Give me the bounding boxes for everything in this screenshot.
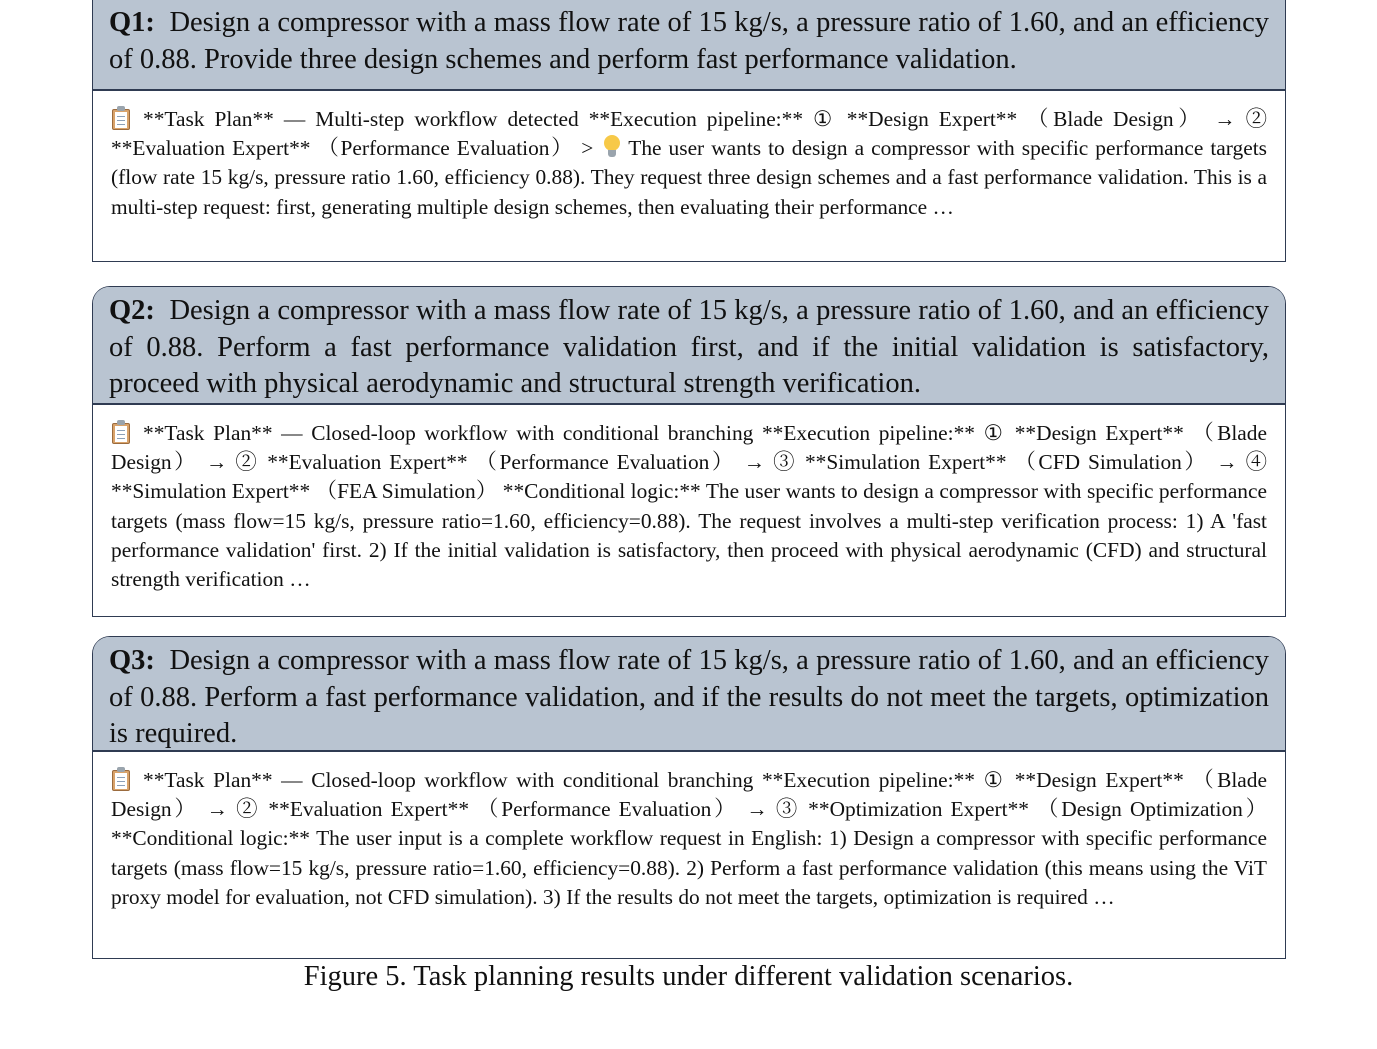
q1-plan-reasoning: The user wants to design a compressor with specific performance targets (flow rate 15 kg/s, pressure ratio 1.60, efficiency 0.88). They request three design schemes and a fast performance validation. This is a multi-step request: first, generating multiple design schemes, then evaluating their performance … <box>111 136 1267 219</box>
q1-question-text: Design a compressor with a mass flow rate of 15 kg/s, a pressure ratio of 1.60, and an efficiency of 0.88. Provide three design schemes and perform fast performance validation. <box>109 7 1269 75</box>
q1-plan-text: **Task Plan** — Multi-step workflow detected **Execution pipeline:** ① **Design Expert** （Blade Design） → ② **Evaluation Expert** （Performance Evaluation） > <box>111 107 1267 161</box>
q1-card <box>92 0 1286 262</box>
q3-label: Q3: <box>109 645 155 676</box>
q2-plan <box>93 405 1285 594</box>
q1-label: Q1: <box>109 7 155 38</box>
clipboard-icon <box>111 106 131 130</box>
q2-label: Q2: <box>109 295 155 326</box>
q3-card <box>92 636 1286 959</box>
q2-question <box>93 287 1285 405</box>
q3-question <box>93 637 1285 752</box>
clipboard-icon <box>111 420 131 444</box>
q1-question <box>93 0 1285 91</box>
q3-question-text: Design a compressor with a mass flow rate of 15 kg/s, a pressure ratio of 1.60, and an efficiency of 0.88. Perform a fast performance validation, and if the results do not meet the targets, optimization is required. <box>109 645 1269 749</box>
q2-plan-text: **Task Plan** — Closed-loop workflow with conditional branching **Execution pipeline:** ① **Design Expert** （Blade Design） → ② **Evaluation Expert** （Performance Evaluation） → ③ **Simulation Expert** （CFD Simulation） → ④ **Simulation Expert** （FEA Simulation） **Conditional logic:** The user wants to design a compressor with specific performance targets (mass flow=15 kg/s, pressure ratio=1.60, efficiency=0.88). The request involves a multi-step verification process: 1) A 'fast performance validation' first. 2) If the initial validation is satisfactory, then proceed with physical aerodynamic (CFD) and structural strength verification … <box>111 421 1267 592</box>
light-bulb-icon <box>604 135 620 159</box>
q2-question-text: Design a compressor with a mass flow rate of 15 kg/s, a pressure ratio of 1.60, and an efficiency of 0.88. Perform a fast performance validation first, and if the initial validation is satisfactory, proceed with physical aerodynamic and structural strength verification. <box>109 295 1269 399</box>
clipboard-icon <box>111 767 131 791</box>
figure-caption: Figure 5. Task planning results under different validation scenarios. <box>303 961 1074 992</box>
q2-card <box>92 286 1286 617</box>
q1-plan <box>93 91 1285 222</box>
q3-plan <box>93 752 1285 912</box>
q3-plan-text: **Task Plan** — Closed-loop workflow with conditional branching **Execution pipeline:** ① **Design Expert** （Blade Design） → ② **Evaluation Expert** （Performance Evaluation） → ③ **Optimization Expert** （Design Optimization） **Conditional logic:** The user input is a complete workflow request in English: 1) Design a compressor with specific performance targets (mass flow=15 kg/s, pressure ratio=1.60, efficiency=0.88). 2) Perform a fast performance validation (this means using the ViT proxy model for evaluation, not CFD simulation). 3) If the results do not meet the targets, optimization is required … <box>111 768 1267 909</box>
